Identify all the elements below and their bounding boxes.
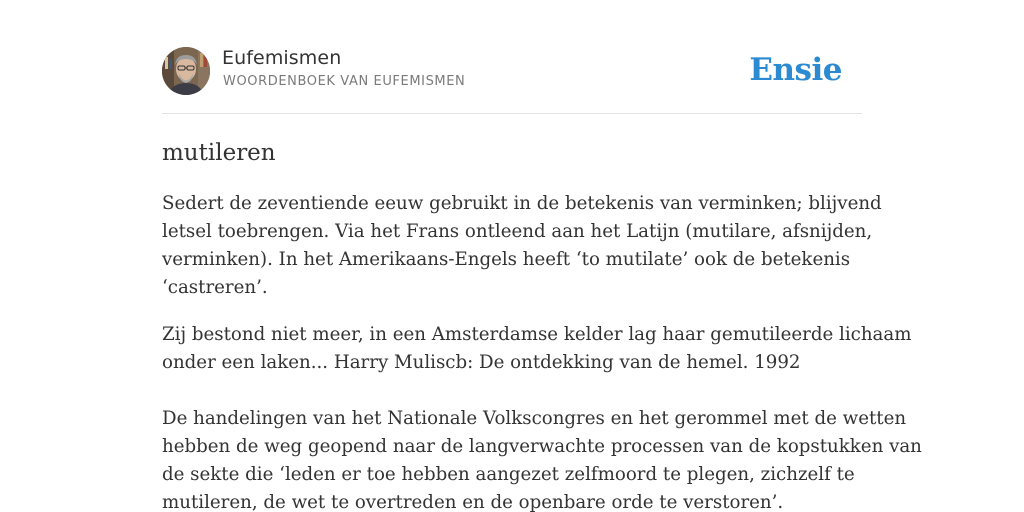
entry-content [162,190,922,512]
quote-spacer [162,377,872,405]
author-subtitle[interactable]: WOORDENBOEK VAN EUFEMISMEN [223,74,466,89]
header-divider [162,113,862,114]
definition-paragraph [162,190,882,302]
quote-line: hebben de weg geopend naar de langverwachte processen van de kopstukken van [162,436,922,457]
definition-line: verminken). In het Amerikaans-Engels heeft ‘to mutilate’ ook de betekenis [162,249,851,270]
author-name[interactable]: Eufemismen [222,47,342,69]
brand-logo[interactable]: Ensie [749,52,842,88]
definition-line: ‘castreren’. [162,277,268,298]
quote-line: onder een laken... Harry Muliscb: De ontdekking van de hemel. 1992 [162,352,801,373]
quote-line: De handelingen van het Nationale Volkscongres en het gerommel met de wetten [162,408,907,429]
entry-title: mutileren [162,140,276,166]
quote-paragraph [162,321,922,512]
definition-line: letsel toebrengen. Via het Frans ontleend aan het Latijn (mutilare, afsnijden, [162,221,873,242]
quote-line: de sekte die ‘leden er toe hebben aangezet zelfmoord te plegen, zichzelf te [162,464,855,485]
quote-line: mutileren, de wet te overtreden en de openbare orde te verstoren’. [162,492,784,512]
definition-line: Sedert de zeventiende eeuw gebruikt in de betekenis van verminken; blijvend [162,193,882,214]
person-avatar-icon[interactable] [162,47,210,95]
header [162,46,862,96]
quote-line: Zij bestond niet meer, in een Amsterdamse kelder lag haar gemutileerde lichaam [162,324,912,345]
